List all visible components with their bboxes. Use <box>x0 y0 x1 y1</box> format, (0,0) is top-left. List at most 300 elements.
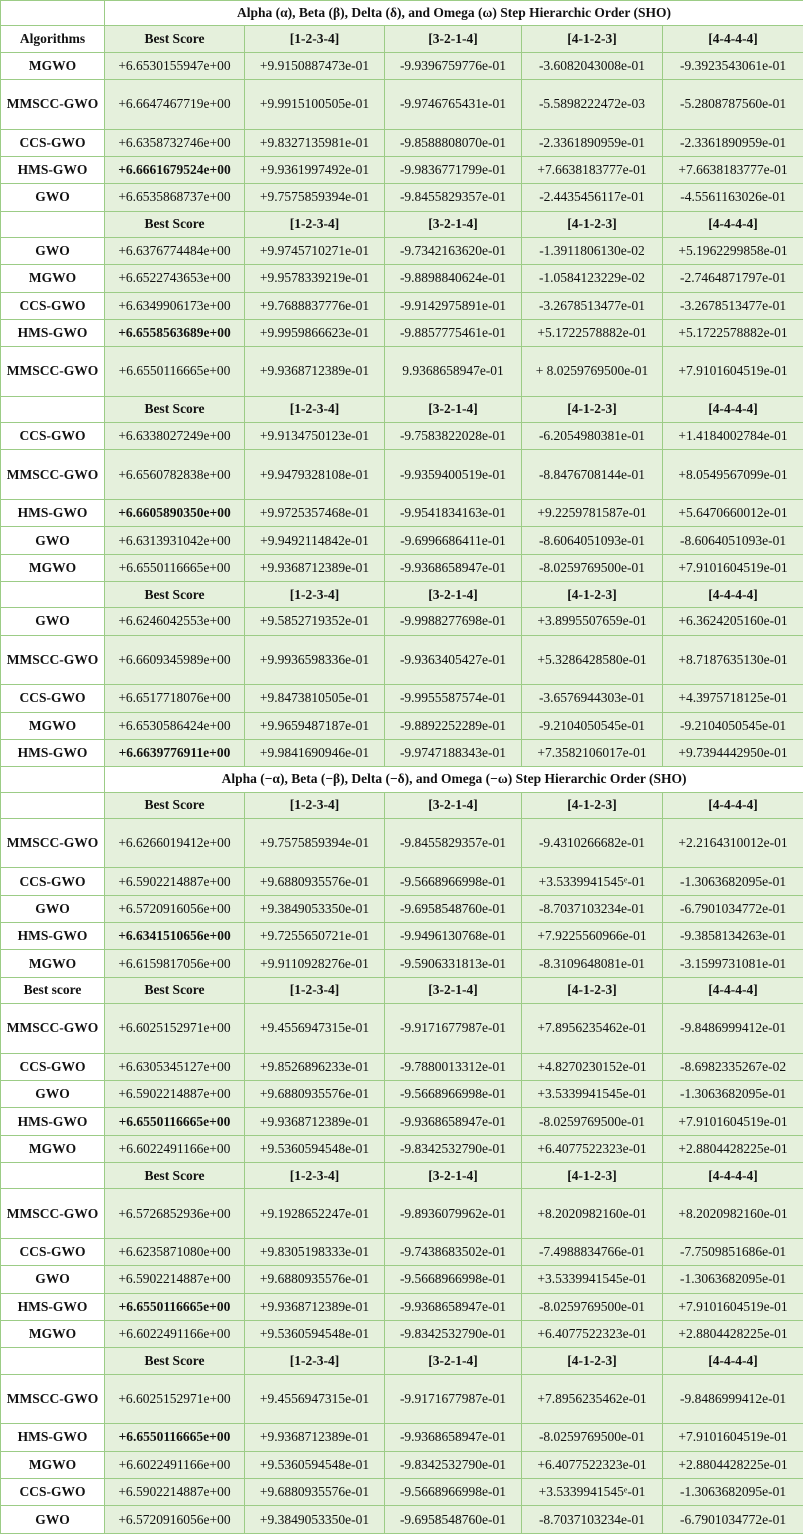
value-cell: -8.0259769500e-01 <box>522 554 663 581</box>
value-cell: -6.7901034772e-01 <box>663 895 803 922</box>
best-score-cell: +6.6313931042e+00 <box>105 527 245 554</box>
table-row <box>1 1320 803 1347</box>
value-cell: -9.8486999412e-01 <box>663 1004 803 1054</box>
value-cell: -9.9988277698e-01 <box>385 608 522 635</box>
table-row <box>1 347 803 397</box>
value-cell: -8.8476708144e-01 <box>522 450 663 500</box>
value-cell: -9.8486999412e-01 <box>663 1374 803 1424</box>
table-title-negative-row <box>1 767 803 792</box>
value-cell: -9.8455829357e-01 <box>385 184 522 211</box>
column-header: [3-2-1-4] <box>385 582 522 608</box>
value-cell: -3.2678513477e-01 <box>522 292 663 319</box>
algorithm-name: MMSCC-GWO <box>1 347 105 397</box>
value-cell: +9.4556947315e-01 <box>245 1004 385 1054</box>
value-cell: +9.4556947315e-01 <box>245 1374 385 1424</box>
header-row <box>1 396 803 422</box>
value-cell: -9.7583822028e-01 <box>385 423 522 450</box>
column-header: [1-2-3-4] <box>245 211 385 237</box>
value-cell: +9.9368712389e-01 <box>245 1108 385 1135</box>
table-row <box>1 950 803 977</box>
best-score-cell: +6.6517718076e+00 <box>105 685 245 712</box>
value-cell: -2.3361890959e-01 <box>663 129 803 156</box>
value-cell: +9.9134750123e-01 <box>245 423 385 450</box>
table-row <box>1 1266 803 1293</box>
value-cell: -8.3109648081e-01 <box>522 950 663 977</box>
value-cell: +9.7394442950e-01 <box>663 739 803 766</box>
value-cell: -6.2054980381e-01 <box>522 423 663 450</box>
column-header: [3-2-1-4] <box>385 26 522 52</box>
table-row <box>1 265 803 292</box>
best-score-cell: +6.6609345989e+00 <box>105 635 245 685</box>
value-cell: +9.9479328108e-01 <box>245 450 385 500</box>
value-cell: -9.8342532790e-01 <box>385 1320 522 1347</box>
column-header: [4-4-4-4] <box>663 1348 803 1374</box>
header-row <box>1 977 803 1003</box>
value-cell: -9.8936079962e-01 <box>385 1189 522 1239</box>
value-cell: +5.1722578882e-01 <box>522 319 663 346</box>
column-header: [1-2-3-4] <box>245 396 385 422</box>
best-score-cell: +6.6025152971e+00 <box>105 1004 245 1054</box>
algorithm-name: GWO <box>1 237 105 264</box>
table-title-positive-row <box>1 1 803 26</box>
value-cell: +7.6638183777e-01 <box>522 156 663 183</box>
best-score-cell: +6.6522743653e+00 <box>105 265 245 292</box>
value-cell: -5.5898222472e-03 <box>522 79 663 129</box>
value-cell: -9.8892252289e-01 <box>385 712 522 739</box>
column-header: Best Score <box>105 211 245 237</box>
column-header: [3-2-1-4] <box>385 1163 522 1189</box>
value-cell: +2.8804428225e-01 <box>663 1451 803 1478</box>
column-header: [4-4-4-4] <box>663 582 803 608</box>
corner-cell <box>1 1 105 26</box>
algorithm-name: HMS-GWO <box>1 1424 105 1451</box>
best-score-cell: +6.6550116665e+00 <box>105 1293 245 1320</box>
value-cell: +9.9368712389e-01 <box>245 347 385 397</box>
section-label <box>1 211 105 237</box>
corner-cell <box>1 767 105 792</box>
table-title-positive: Alpha (α), Beta (β), Delta (δ), and Omega (ω) Step Hierarchic Order (SHO) <box>105 1 803 26</box>
column-header: [3-2-1-4] <box>385 396 522 422</box>
best-score-cell: +6.5902214887e+00 <box>105 1478 245 1505</box>
best-score-cell: +6.6341510656e+00 <box>105 923 245 950</box>
value-cell: -9.3923543061e-01 <box>663 52 803 79</box>
value-cell: +7.9101604519e-01 <box>663 1108 803 1135</box>
value-cell: +9.8305198333e-01 <box>245 1238 385 1265</box>
value-cell: +9.9659487187e-01 <box>245 712 385 739</box>
column-header: [3-2-1-4] <box>385 977 522 1003</box>
value-cell: -2.7464871797e-01 <box>663 265 803 292</box>
algorithm-name: MGWO <box>1 1135 105 1162</box>
algorithm-name: CCS-GWO <box>1 1053 105 1080</box>
value-cell: +5.3286428580e-01 <box>522 635 663 685</box>
best-score-cell: +6.5720916056e+00 <box>105 895 245 922</box>
value-cell: -9.5668966998e-01 <box>385 868 522 895</box>
best-score-cell: +6.6639776911e+00 <box>105 739 245 766</box>
table-row <box>1 292 803 319</box>
best-score-cell: +6.5902214887e+00 <box>105 868 245 895</box>
value-cell: -9.5668966998e-01 <box>385 1266 522 1293</box>
value-cell: +9.8327135981e-01 <box>245 129 385 156</box>
value-cell: -8.6064051093e-01 <box>663 527 803 554</box>
value-cell: -9.9747188343e-01 <box>385 739 522 766</box>
algorithm-name: CCS-GWO <box>1 129 105 156</box>
table-row <box>1 450 803 500</box>
value-cell: -9.7880013312e-01 <box>385 1053 522 1080</box>
algorithm-name: MMSCC-GWO <box>1 1374 105 1424</box>
table-row <box>1 1108 803 1135</box>
algorithm-name: HMS-GWO <box>1 156 105 183</box>
column-header: [4-1-2-3] <box>522 26 663 52</box>
column-header: [4-4-4-4] <box>663 977 803 1003</box>
value-cell: +9.3849053350e-01 <box>245 1506 385 1534</box>
best-score-cell: +6.6266019412e+00 <box>105 818 245 868</box>
best-score-cell: +6.6560782838e+00 <box>105 450 245 500</box>
best-score-cell: +6.6025152971e+00 <box>105 1374 245 1424</box>
header-row <box>1 1163 803 1189</box>
value-cell: +8.7187635130e-01 <box>663 635 803 685</box>
table-row <box>1 739 803 766</box>
column-header: Best Score <box>105 977 245 1003</box>
algorithm-name: HMS-GWO <box>1 319 105 346</box>
table-row <box>1 1293 803 1320</box>
value-cell: +2.8804428225e-01 <box>663 1135 803 1162</box>
value-cell: +9.9578339219e-01 <box>245 265 385 292</box>
table-row <box>1 1478 803 1505</box>
value-cell: +7.9101604519e-01 <box>663 1424 803 1451</box>
column-header: [4-1-2-3] <box>522 211 663 237</box>
value-cell: +9.5360594548e-01 <box>245 1135 385 1162</box>
value-cell: +5.1722578882e-01 <box>663 319 803 346</box>
value-cell: +9.9841690946e-01 <box>245 739 385 766</box>
value-cell: -9.2104050545e-01 <box>522 712 663 739</box>
value-cell: -2.4435456117e-01 <box>522 184 663 211</box>
value-cell: -9.9142975891e-01 <box>385 292 522 319</box>
algorithm-name: GWO <box>1 184 105 211</box>
value-cell: -9.8898840624e-01 <box>385 265 522 292</box>
best-score-cell: +6.6022491166e+00 <box>105 1320 245 1347</box>
algorithm-name: GWO <box>1 1081 105 1108</box>
header-row <box>1 26 803 52</box>
value-cell: + 8.0259769500e-01 <box>522 347 663 397</box>
value-cell: +6.4077522323e-01 <box>522 1320 663 1347</box>
table-row <box>1 129 803 156</box>
value-cell: -9.9368658947e-01 <box>385 1424 522 1451</box>
value-cell: -8.0259769500e-01 <box>522 1108 663 1135</box>
algorithm-name: CCS-GWO <box>1 1238 105 1265</box>
value-cell: +9.9959866623e-01 <box>245 319 385 346</box>
value-cell: +9.9492114842e-01 <box>245 527 385 554</box>
value-cell: 9.9368658947e-01 <box>385 347 522 397</box>
value-cell: +5.1962299858e-01 <box>663 237 803 264</box>
value-cell: -3.1599731081e-01 <box>663 950 803 977</box>
value-cell: -9.9363405427e-01 <box>385 635 522 685</box>
value-cell: +9.9368712389e-01 <box>245 1293 385 1320</box>
value-cell: -1.3063682095e-01 <box>663 1081 803 1108</box>
best-score-cell: +6.5902214887e+00 <box>105 1266 245 1293</box>
value-cell: +6.4077522323e-01 <box>522 1135 663 1162</box>
table-row <box>1 1451 803 1478</box>
value-cell: +7.9101604519e-01 <box>663 347 803 397</box>
table-row <box>1 868 803 895</box>
header-row <box>1 792 803 818</box>
value-cell: +3.5339941545ᵉ-01 <box>522 868 663 895</box>
algorithm-name: GWO <box>1 895 105 922</box>
table-row <box>1 1004 803 1054</box>
value-cell: -8.6982335267e-02 <box>663 1053 803 1080</box>
value-cell: +9.9150887473e-01 <box>245 52 385 79</box>
best-score-cell: +6.5720916056e+00 <box>105 1506 245 1534</box>
algorithm-name: CCS-GWO <box>1 868 105 895</box>
algorithm-name: CCS-GWO <box>1 685 105 712</box>
value-cell: -1.3063682095e-01 <box>663 1478 803 1505</box>
value-cell: +9.9368712389e-01 <box>245 1424 385 1451</box>
table-row <box>1 608 803 635</box>
value-cell: +5.6470660012e-01 <box>663 500 803 527</box>
value-cell: -9.4310266682e-01 <box>522 818 663 868</box>
value-cell: -9.9359400519e-01 <box>385 450 522 500</box>
table-row <box>1 156 803 183</box>
best-score-cell: +6.6558563689e+00 <box>105 319 245 346</box>
algorithm-name: MGWO <box>1 265 105 292</box>
table-row <box>1 818 803 868</box>
section-label: Best score <box>1 977 105 1003</box>
value-cell: +2.8804428225e-01 <box>663 1320 803 1347</box>
table-row <box>1 712 803 739</box>
best-score-cell: +6.5902214887e+00 <box>105 1081 245 1108</box>
best-score-cell: +6.6535868737e+00 <box>105 184 245 211</box>
value-cell: +4.8270230152e-01 <box>522 1053 663 1080</box>
value-cell: -1.3063682095e-01 <box>663 1266 803 1293</box>
table-row <box>1 635 803 685</box>
value-cell: -9.9396759776e-01 <box>385 52 522 79</box>
algorithm-name: CCS-GWO <box>1 423 105 450</box>
value-cell: +9.8473810505e-01 <box>245 685 385 712</box>
value-cell: +9.6880935576e-01 <box>245 1081 385 1108</box>
best-score-cell: +6.6530586424e+00 <box>105 712 245 739</box>
value-cell: -3.6082043008e-01 <box>522 52 663 79</box>
column-header: Best Score <box>105 582 245 608</box>
table-row <box>1 923 803 950</box>
header-row <box>1 1348 803 1374</box>
column-header: [3-2-1-4] <box>385 1348 522 1374</box>
value-cell: +7.9101604519e-01 <box>663 554 803 581</box>
algorithm-name: CCS-GWO <box>1 1478 105 1505</box>
best-score-cell: +6.6022491166e+00 <box>105 1135 245 1162</box>
column-header: [4-1-2-3] <box>522 792 663 818</box>
column-header: [4-1-2-3] <box>522 1348 663 1374</box>
table-row <box>1 423 803 450</box>
value-cell: -1.3063682095e-01 <box>663 868 803 895</box>
value-cell: +9.8526896233e-01 <box>245 1053 385 1080</box>
value-cell: -9.5668966998e-01 <box>385 1081 522 1108</box>
header-row <box>1 582 803 608</box>
best-score-cell: +6.6661679524e+00 <box>105 156 245 183</box>
best-score-cell: +6.6605890350e+00 <box>105 500 245 527</box>
value-cell: +9.7575859394e-01 <box>245 184 385 211</box>
algorithm-name: MMSCC-GWO <box>1 450 105 500</box>
column-header: [4-1-2-3] <box>522 1163 663 1189</box>
value-cell: -1.0584123229e-02 <box>522 265 663 292</box>
algorithm-name: HMS-GWO <box>1 1108 105 1135</box>
column-header: [4-4-4-4] <box>663 792 803 818</box>
table-row <box>1 1424 803 1451</box>
value-cell: +4.3975718125e-01 <box>663 685 803 712</box>
value-cell: +9.6880935576e-01 <box>245 1478 385 1505</box>
value-cell: +7.9225560966e-01 <box>522 923 663 950</box>
value-cell: +9.9361997492e-01 <box>245 156 385 183</box>
best-score-cell: +6.6530155947e+00 <box>105 52 245 79</box>
value-cell: +9.1928652247e-01 <box>245 1189 385 1239</box>
header-row <box>1 211 803 237</box>
value-cell: +2.2164310012e-01 <box>663 818 803 868</box>
best-score-cell: +6.6550116665e+00 <box>105 1108 245 1135</box>
algorithm-name: MGWO <box>1 1451 105 1478</box>
column-header: [1-2-3-4] <box>245 792 385 818</box>
value-cell: +9.9936598336e-01 <box>245 635 385 685</box>
value-cell: +9.5360594548e-01 <box>245 1451 385 1478</box>
table-title-negative: Alpha (−α), Beta (−β), Delta (−δ), and Omega (−ω) Step Hierarchic Order (SHO) <box>105 767 803 792</box>
column-header: [4-1-2-3] <box>522 977 663 1003</box>
value-cell: -8.0259769500e-01 <box>522 1293 663 1320</box>
algorithm-name: MGWO <box>1 554 105 581</box>
algorithm-name: GWO <box>1 527 105 554</box>
best-score-cell: +6.6305345127e+00 <box>105 1053 245 1080</box>
table-row <box>1 527 803 554</box>
algorithm-name: MGWO <box>1 1320 105 1347</box>
value-cell: +9.2259781587e-01 <box>522 500 663 527</box>
value-cell: -9.5906331813e-01 <box>385 950 522 977</box>
value-cell: -9.6958548760e-01 <box>385 895 522 922</box>
column-header: [4-1-2-3] <box>522 582 663 608</box>
table-row <box>1 1081 803 1108</box>
value-cell: +8.0549567099e-01 <box>663 450 803 500</box>
value-cell: -2.3361890959e-01 <box>522 129 663 156</box>
best-score-cell: +6.6022491166e+00 <box>105 1451 245 1478</box>
algorithm-name: MMSCC-GWO <box>1 1004 105 1054</box>
value-cell: -9.9496130768e-01 <box>385 923 522 950</box>
value-cell: +8.2020982160e-01 <box>522 1189 663 1239</box>
value-cell: -4.5561163026e-01 <box>663 184 803 211</box>
value-cell: +9.6880935576e-01 <box>245 1266 385 1293</box>
best-score-cell: +6.6647467719e+00 <box>105 79 245 129</box>
algorithm-name: MMSCC-GWO <box>1 1189 105 1239</box>
value-cell: +3.5339941545ᵉ-01 <box>522 1478 663 1505</box>
value-cell: -9.9955587574e-01 <box>385 685 522 712</box>
value-cell: +7.8956235462e-01 <box>522 1004 663 1054</box>
algorithm-name: CCS-GWO <box>1 292 105 319</box>
value-cell: +6.4077522323e-01 <box>522 1451 663 1478</box>
value-cell: -9.9368658947e-01 <box>385 1108 522 1135</box>
section-label: Algorithms <box>1 26 105 52</box>
value-cell: -9.7342163620e-01 <box>385 237 522 264</box>
column-header: [4-4-4-4] <box>663 1163 803 1189</box>
value-cell: -9.8342532790e-01 <box>385 1135 522 1162</box>
table-row <box>1 319 803 346</box>
table-row <box>1 184 803 211</box>
value-cell: +9.9745710271e-01 <box>245 237 385 264</box>
section-label <box>1 792 105 818</box>
value-cell: -9.9171677987e-01 <box>385 1374 522 1424</box>
value-cell: -7.7509851686e-01 <box>663 1238 803 1265</box>
value-cell: +9.7575859394e-01 <box>245 818 385 868</box>
value-cell: -9.9746765431e-01 <box>385 79 522 129</box>
value-cell: +9.9915100505e-01 <box>245 79 385 129</box>
table-row <box>1 1238 803 1265</box>
section-label <box>1 582 105 608</box>
value-cell: +9.7688837776e-01 <box>245 292 385 319</box>
value-cell: +7.3582106017e-01 <box>522 739 663 766</box>
value-cell: -8.0259769500e-01 <box>522 1424 663 1451</box>
value-cell: -9.6996686411e-01 <box>385 527 522 554</box>
value-cell: +6.3624205160e-01 <box>663 608 803 635</box>
results-table-body <box>1 1 803 1534</box>
column-header: [3-2-1-4] <box>385 792 522 818</box>
algorithm-name: GWO <box>1 1266 105 1293</box>
value-cell: +3.5339941545e-01 <box>522 1081 663 1108</box>
table-row <box>1 237 803 264</box>
column-header: [1-2-3-4] <box>245 26 385 52</box>
column-header: [1-2-3-4] <box>245 1348 385 1374</box>
value-cell: -9.9171677987e-01 <box>385 1004 522 1054</box>
value-cell: +8.2020982160e-01 <box>663 1189 803 1239</box>
value-cell: +9.9725357468e-01 <box>245 500 385 527</box>
section-label <box>1 1163 105 1189</box>
algorithm-name: MMSCC-GWO <box>1 635 105 685</box>
table-row <box>1 554 803 581</box>
value-cell: -9.8342532790e-01 <box>385 1451 522 1478</box>
algorithm-name: GWO <box>1 608 105 635</box>
algorithm-name: HMS-GWO <box>1 500 105 527</box>
section-label <box>1 396 105 422</box>
table-row <box>1 52 803 79</box>
value-cell: +9.5360594548e-01 <box>245 1320 385 1347</box>
value-cell: -9.8588808070e-01 <box>385 129 522 156</box>
column-header: [4-4-4-4] <box>663 211 803 237</box>
table-row <box>1 1506 803 1534</box>
column-header: Best Score <box>105 792 245 818</box>
value-cell: -6.7901034772e-01 <box>663 1506 803 1534</box>
value-cell: -8.6064051093e-01 <box>522 527 663 554</box>
column-header: [4-4-4-4] <box>663 396 803 422</box>
best-score-cell: +6.6349906173e+00 <box>105 292 245 319</box>
column-header: [4-1-2-3] <box>522 396 663 422</box>
section-label <box>1 1348 105 1374</box>
best-score-cell: +6.6235871080e+00 <box>105 1238 245 1265</box>
column-header: [1-2-3-4] <box>245 1163 385 1189</box>
table-row <box>1 685 803 712</box>
algorithm-name: MMSCC-GWO <box>1 818 105 868</box>
algorithm-name: HMS-GWO <box>1 1293 105 1320</box>
algorithm-name: MGWO <box>1 950 105 977</box>
value-cell: -9.8857775461e-01 <box>385 319 522 346</box>
table-row <box>1 895 803 922</box>
value-cell: +3.5339941545e-01 <box>522 1266 663 1293</box>
value-cell: +9.6880935576e-01 <box>245 868 385 895</box>
table-row <box>1 1374 803 1424</box>
column-header: [1-2-3-4] <box>245 582 385 608</box>
table-row <box>1 1053 803 1080</box>
value-cell: -9.9541834163e-01 <box>385 500 522 527</box>
value-cell: +9.3849053350e-01 <box>245 895 385 922</box>
value-cell: +9.9368712389e-01 <box>245 554 385 581</box>
table-row <box>1 1189 803 1239</box>
best-score-cell: +6.6338027249e+00 <box>105 423 245 450</box>
value-cell: +7.6638183777e-01 <box>663 156 803 183</box>
algorithm-name: MMSCC-GWO <box>1 79 105 129</box>
value-cell: +1.4184002784e-01 <box>663 423 803 450</box>
best-score-cell: +6.6550116665e+00 <box>105 1424 245 1451</box>
best-score-cell: +6.6376774484e+00 <box>105 237 245 264</box>
